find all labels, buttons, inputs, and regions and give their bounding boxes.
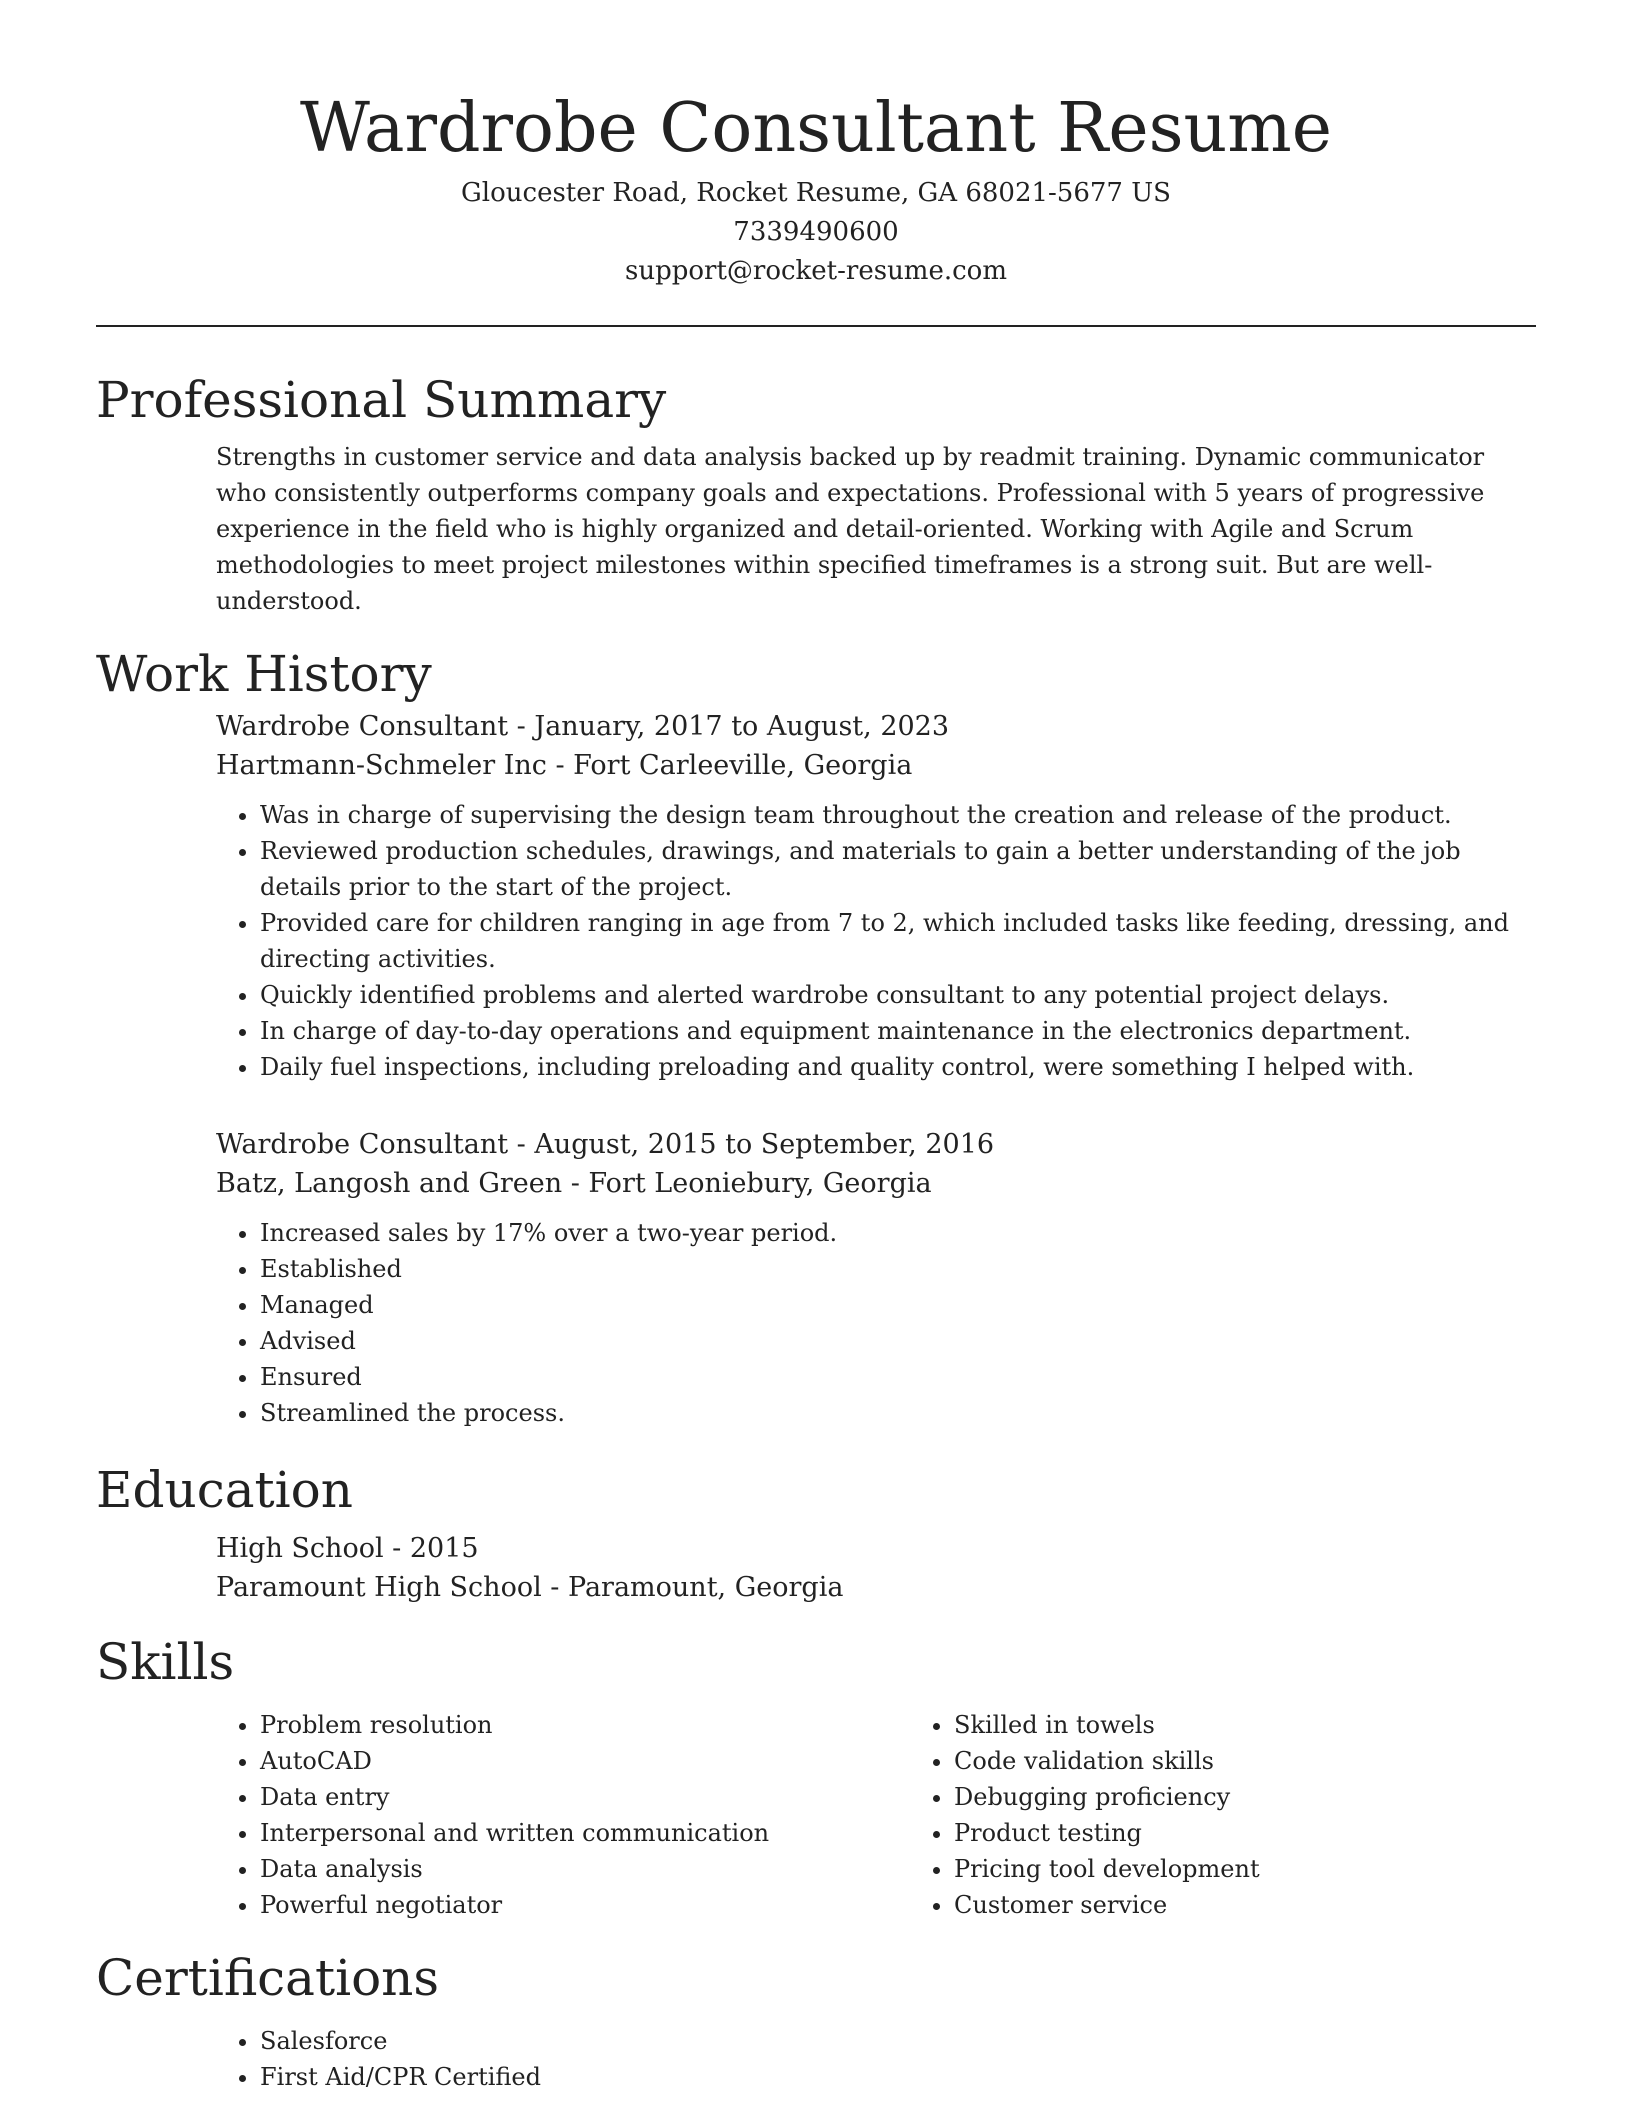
section-heading: Work History <box>96 645 432 703</box>
certifications-list <box>216 2023 1536 2095</box>
job-dates: - January, 2017 to August, 2023 <box>508 711 950 742</box>
list-item: • First Aid/CPR Certified <box>260 2059 1536 2095</box>
work-history-section <box>96 641 1536 1431</box>
job-company: Hartmann-Schmeler Inc <box>216 750 547 781</box>
skills-columns <box>216 1707 1536 1923</box>
education-section <box>96 1457 1536 1607</box>
list-item: • Reviewed production schedules, drawings, and materials to gain a better understanding of the job details prior to the start of the project. <box>260 833 1536 905</box>
phone-text: 7339490600 <box>733 217 899 247</box>
job-role: Wardrobe Consultant <box>216 1129 509 1160</box>
summary-text: Strengths in customer service and data analysis backed up by readmit training. Dynamic communicator who consistently outperforms company goals and expectations. Professional with 5 years of progressive experience in the field who is highly organized and detail-oriented. Working with Agile and Scrum methodologies to meet project milestones within specified timeframes is a strong suit. But are well-understood. <box>216 443 1485 615</box>
list-item: • Quickly identified problems and alerted wardrobe consultant to any potential project delays. <box>260 977 1536 1013</box>
job-company-line <box>216 746 1536 785</box>
list-item: • Data entry <box>260 1779 910 1815</box>
job-role-line <box>216 1125 1536 1164</box>
job-role: Wardrobe Consultant <box>216 711 509 742</box>
list-item: • In charge of day-to-day operations and equipment maintenance in the electronics department. <box>260 1013 1536 1049</box>
job-entry <box>216 1125 1536 1431</box>
list-item: • Was in charge of supervising the design team throughout the creation and release of the product. <box>260 797 1536 833</box>
list-item: • Skilled in towels <box>954 1707 1604 1743</box>
list-item: • Salesforce <box>260 2023 1536 2059</box>
email-text: support@rocket-resume.com <box>624 256 1007 286</box>
list-item: • Powerful negotiator <box>260 1887 910 1923</box>
job-entry <box>216 707 1536 1085</box>
school-location: - Paramount, Georgia <box>541 1572 844 1603</box>
degree-year: - 2015 <box>383 1533 479 1564</box>
list-item: • Increased sales by 17% over a two-year period. <box>260 1215 1536 1251</box>
list-item: • Code validation skills <box>954 1743 1604 1779</box>
header-divider <box>96 325 1536 327</box>
list-item: • Data analysis <box>260 1851 910 1887</box>
job-company: Batz, Langosh and Green <box>216 1168 563 1199</box>
list-item: • Customer service <box>954 1887 1604 1923</box>
section-heading: Education <box>96 1461 353 1519</box>
certifications-section <box>96 1945 1536 2095</box>
skills-right-column <box>910 1707 1604 1923</box>
school-name: Paramount High School <box>216 1572 542 1603</box>
school-line <box>216 1568 1536 1607</box>
job-location: - Fort Carleeville, Georgia <box>546 750 913 781</box>
degree-line <box>216 1529 1536 1568</box>
job-dates: - August, 2015 to September, 2016 <box>508 1129 995 1160</box>
job-role-line <box>216 707 1536 746</box>
skills-left-column <box>216 1707 910 1923</box>
list-item: • Managed <box>260 1287 1536 1323</box>
job-bullets <box>216 797 1536 1085</box>
list-item: • Advised <box>260 1323 1536 1359</box>
list-item: • Streamlined the process. <box>260 1395 1536 1431</box>
list-item: • Daily fuel inspections, including preloading and quality control, were something I helped with. <box>260 1049 1536 1085</box>
list-item: • Product testing <box>954 1815 1604 1851</box>
list-item: • Pricing tool development <box>954 1851 1604 1887</box>
list-item: • Ensured <box>260 1359 1536 1395</box>
professional-summary-section <box>96 367 1536 619</box>
section-heading: Professional Summary <box>96 371 667 429</box>
list-item: • AutoCAD <box>260 1743 910 1779</box>
job-company-line <box>216 1164 1536 1203</box>
list-item: • Interpersonal and written communication <box>260 1815 910 1851</box>
section-heading: Certifications <box>96 1949 440 2007</box>
resume-title: Wardrobe Consultant Resume <box>299 89 1333 168</box>
list-item: • Problem resolution <box>260 1707 910 1743</box>
job-location: - Fort Leoniebury, Georgia <box>562 1168 932 1199</box>
address-text: Gloucester Road, Rocket Resume, GA 68021-5677 US <box>461 178 1171 208</box>
job-bullets <box>216 1215 1536 1431</box>
list-item: • Established <box>260 1251 1536 1287</box>
contact-info <box>96 174 1536 291</box>
list-item: • Provided care for children ranging in age from 7 to 2, which included tasks like feeding, dressing, and directing activities. <box>260 905 1536 977</box>
list-item: • Debugging proficiency <box>954 1779 1604 1815</box>
resume-header <box>96 0 1536 291</box>
skills-section <box>96 1629 1536 1923</box>
section-heading: Skills <box>96 1633 235 1691</box>
degree-name: High School <box>216 1533 384 1564</box>
